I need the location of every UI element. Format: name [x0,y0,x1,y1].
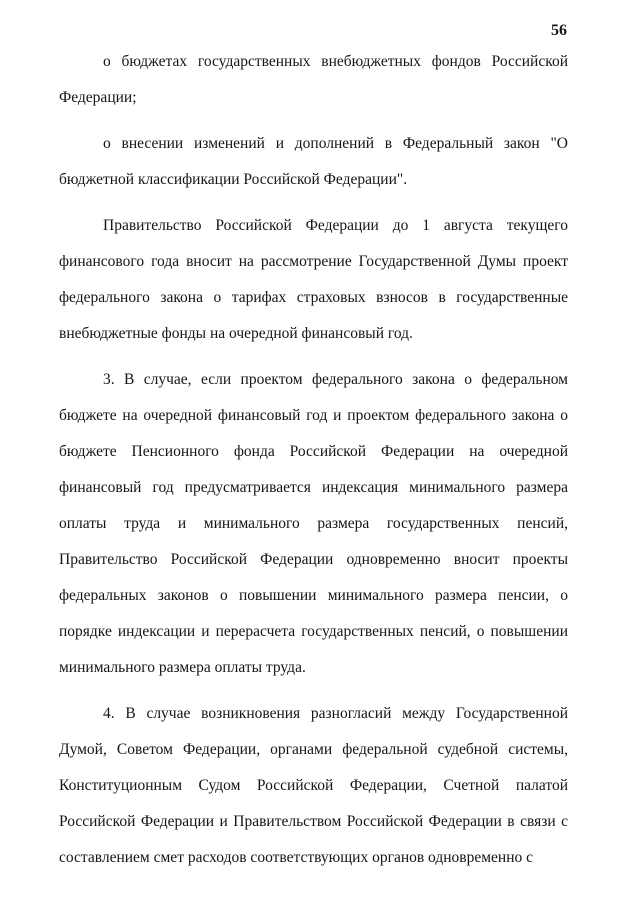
document-body [59,44,568,876]
paragraph-item-4: 4. В случае возникновения разногласий между Государственной Думой, Советом Федерации, органами федеральной судебной системы, Конституционным Судом Российской Федерации, Счетной палатой Российской Федерации и Правительством Российской Федерации в связи с составлением смет расходов соответствующих органов одновременно с [59,705,568,866]
paragraph-government-tariffs: Правительство Российской Федерации до 1 августа текущего финансового года вносит на рассмотрение Государственной Думы проект федерального закона о тарифах страховых взносов в государственные внебюджетные фонды на очередной финансовый год. [59,217,568,342]
paragraph-amendments-law: о внесении изменений и дополнений в Федеральный закон "О бюджетной классификации Российской Федерации". [59,135,568,188]
page-number: 56 [551,22,567,39]
paragraph-budgets-funds: о бюджетах государственных внебюджетных фондов Российской Федерации; [59,53,568,106]
paragraph-item-3: 3. В случае, если проектом федерального закона о федеральном бюджете на очередной финансовый год и проектом федерального закона о бюджете Пенсионного фонда Российской Федерации на очередной финансовый год предусматривается индексация минимального размера оплаты труда и минимального размера государственных пенсий, Правительство Российской Федерации одновременно вносит проекты федеральных законов о повышении минимального размера пенсии, о порядке индексации и перерасчета государственных пенсий, о повышении минимального размера оплаты труда. [59,371,568,676]
